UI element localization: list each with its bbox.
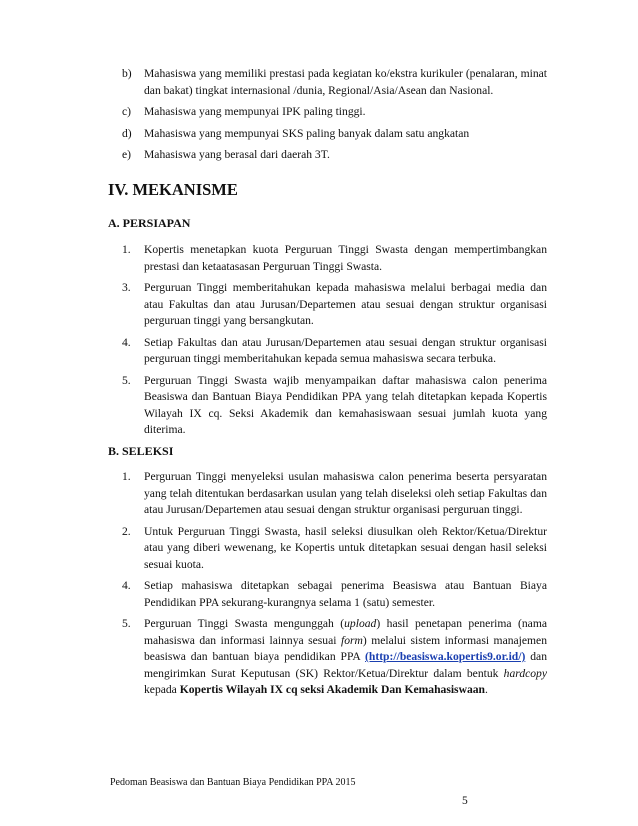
list-item [122, 578, 547, 611]
form-term: form [340, 633, 363, 647]
list-item [122, 126, 547, 143]
recipient-office: Kopertis Wilayah IX cq seksi Akademik Dan Kemahasiswaan [179, 683, 485, 696]
item-text: Kopertis menetapkan kuota Perguruan Tinggi Swasta dengan mempertimbangkan prestasi dan ketaatasasan Perguruan Tinggi Swasta. [144, 243, 547, 273]
text-part: ) hasil penetapan penerima (nama mahasiswa dan informasi lainnya sesuai [144, 617, 547, 647]
item-marker: 1. [122, 243, 131, 256]
item-text: Setiap Fakultas dan atau Jurusan/Departemen atau sesuai dengan struktur organisasi perguruan tinggi memberitahukan kepada semua mahasiswa secara terbuka. [144, 335, 547, 365]
item-marker: e) [122, 148, 132, 161]
text-part: dan mengirimkan Surat Keputusan (SK) Rektor/Ketua/Direktur dalam bentuk [144, 650, 547, 680]
item-marker: 4. [122, 579, 131, 592]
persiapan-heading: A. PERSIAPAN [108, 216, 191, 230]
beasiswa-link[interactable]: (http://beasiswa.kopertis9.or.id/) [365, 650, 526, 663]
item-marker: b) [122, 67, 132, 80]
list-item [122, 524, 547, 574]
text-part: . [484, 683, 488, 696]
hardcopy-term: hardcopy [503, 666, 547, 680]
text-part: kepada [144, 683, 180, 696]
item-marker: 5. [122, 373, 131, 387]
item-text: Setiap mahasiswa ditetapkan sebagai penerima Beasiswa atau Bantuan Biaya Pendidikan PPA sekurang-kurangnya selama 1 (satu) semester. [144, 579, 547, 609]
item-text: Mahasiswa yang berasal dari daerah 3T. [144, 148, 330, 161]
list-item [122, 104, 547, 121]
section-title: IV. MEKANISME [108, 180, 238, 199]
item-text [144, 616, 547, 699]
item-marker: 2. [122, 524, 131, 538]
item-marker: c) [122, 105, 132, 118]
page-number: 5 [462, 795, 468, 807]
item-marker: 3. [122, 281, 131, 294]
list-item [122, 335, 547, 368]
list-item [122, 469, 547, 519]
page-footer: Pedoman Beasiswa dan Bantuan Biaya Pendidikan PPA 2015 [110, 777, 356, 788]
seleksi-heading: B. SELEKSI [108, 444, 174, 458]
item-text: Perguruan Tinggi Swasta wajib menyampaikan daftar mahasiswa calon penerima Beasiswa dan Bantuan Biaya Pendidikan PPA yang telah ditetapkan kepada Kopertis Wilayah IX cq. Seksi Akademik dan kemahasiswaan sesuai jumlah kuota yang diterima. [144, 373, 547, 436]
item-text: Mahasiswa yang mempunyai SKS paling banyak dalam satu angkatan [144, 126, 470, 140]
text-part: ) melalui sistem informasi manajemen beasiswa dan bantuan biaya pendidikan PPA [144, 633, 547, 663]
list-item [122, 147, 547, 164]
item-marker: 4. [122, 335, 131, 349]
item-marker: 1. [122, 470, 131, 483]
item-text: Untuk Perguruan Tinggi Swasta, hasil seleksi diusulkan oleh Rektor/Ketua/Direktur atau yang diberi wewenang, ke Kopertis untuk ditetapkan sesuai dengan hasil seleksi sesuai kuota. [144, 524, 547, 571]
item-marker: d) [122, 126, 132, 140]
list-item [122, 373, 547, 439]
item-text: Mahasiswa yang memiliki prestasi pada kegiatan ko/ekstra kurikuler (penalaran, minat dan bakat) tingkat internasional /dunia, Regional/Asia/Asean dan Nasional. [144, 67, 547, 97]
seleksi-list [122, 469, 547, 704]
upload-term: upload [344, 617, 377, 630]
text-part: Perguruan Tinggi Swasta mengunggah ( [144, 617, 345, 630]
item-marker: 5. [122, 617, 131, 630]
item-text: Perguruan Tinggi menyeleksi usulan mahasiswa calon penerima beserta persyaratan yang telah ditentukan berdasarkan usulan yang telah diseleksi oleh setiap Fakultas dan atau Jurusan/Departemen atau sesuai dengan struktur organisasi perguruan tinggi. [144, 470, 547, 516]
item-text: Mahasiswa yang mempunyai IPK paling tinggi. [144, 105, 366, 118]
criteria-list [122, 66, 547, 169]
item-text: Perguruan Tinggi memberitahukan kepada mahasiswa melalui berbagai media dan atau Fakultas dan atau Jurusan/Departemen atau sesuai dengan struktur organisasi perguruan tinggi yang bersangkutan. [144, 281, 547, 327]
list-item [122, 242, 547, 275]
list-item [122, 616, 547, 699]
persiapan-list [122, 242, 547, 444]
list-item [122, 280, 547, 330]
list-item [122, 66, 547, 99]
